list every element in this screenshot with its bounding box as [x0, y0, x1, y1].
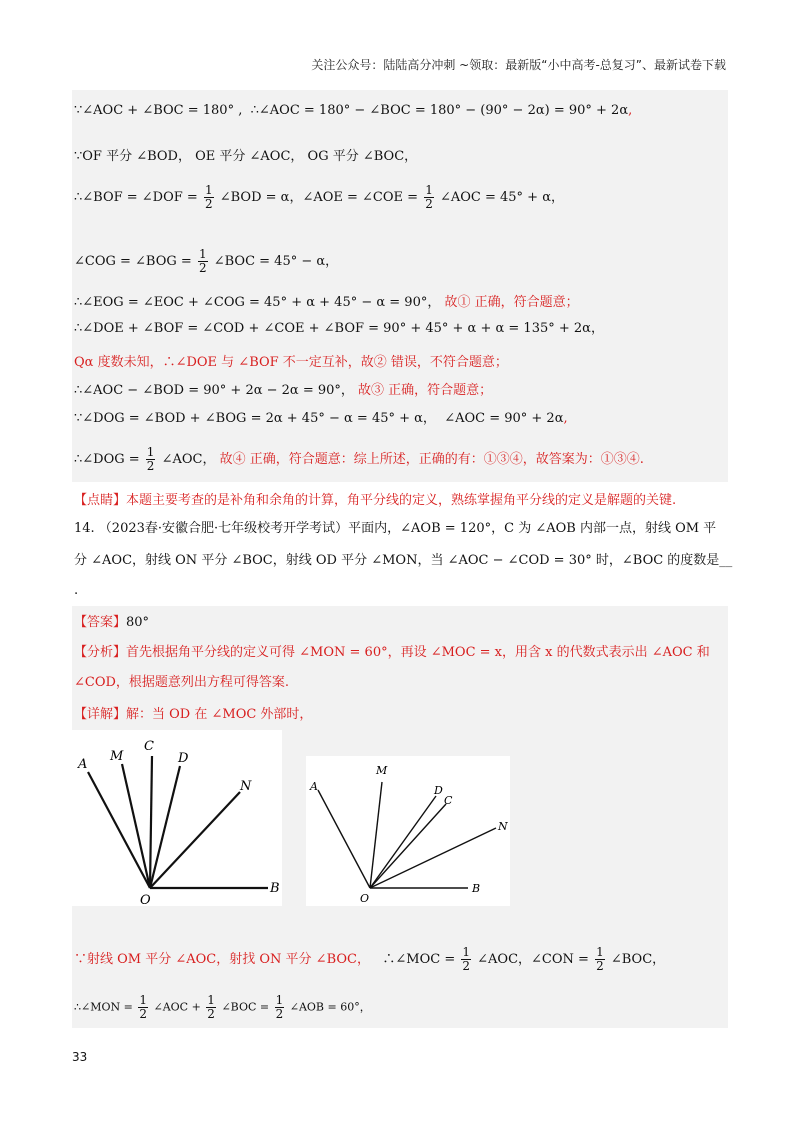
label-D: D	[434, 784, 443, 797]
detail-line: 【详解】解：当 OD 在 ∠MOC 外部时，	[74, 707, 313, 722]
eq-line-4: ∠COG = ∠BOG = $\frac{1}{2}$ ∠BOC = 45° − α，	[74, 247, 339, 275]
eq-line-7: Qα 度数未知，∴∠DOE 与 ∠BOF 不一定互补，故② 错误，不符合题意；	[74, 355, 508, 370]
label-M: M	[110, 749, 124, 764]
label-D: D	[178, 751, 189, 766]
label-O: O	[140, 893, 151, 906]
fraction-half: $\frac{1}{2}$	[204, 183, 213, 211]
label-O: O	[360, 892, 370, 905]
analysis-line-2: ∠COD，根据题意列出方程可得答案.	[74, 675, 290, 690]
fraction-half: $\frac{1}{2}$	[207, 993, 215, 1021]
dianjing-line: 【点睛】本题主要考查的是补角和余角的计算，角平分线的定义，熟练掌握角平分线的定义是解题的关键.	[74, 493, 677, 508]
fraction-half: $\frac{1}{2}$	[198, 247, 207, 275]
fraction-half: $\frac{1}{2}$	[139, 993, 147, 1021]
label-C: C	[144, 739, 154, 754]
answer-line: 【答案】80°	[74, 615, 150, 630]
label-M: M	[376, 764, 388, 777]
eq-line-11: ∵射线 OM 平分 ∠AOC，射找 ON 平分 ∠BOC， ∴∠MOC = $\frac{1}{2}$ ∠AOC，∠CON = $\frac{1}{2}$ ∠BOC，	[74, 945, 666, 973]
label-B: B	[472, 882, 481, 895]
label-N: N	[498, 820, 508, 833]
fraction-half: $\frac{1}{2}$	[275, 993, 284, 1021]
eq-line-1: ∵∠AOC + ∠BOC = 180° , ∴∠AOC = 180° − ∠BOC = 180° − (90° − 2α) = 90° + 2α,	[74, 103, 633, 118]
page-number: 33	[72, 1050, 88, 1064]
figure-1	[72, 730, 282, 906]
fraction-half: $\frac{1}{2}$	[596, 945, 604, 973]
fraction-half: $\frac{1}{2}$	[462, 945, 471, 973]
label-A: A	[310, 780, 318, 793]
question-14-line-1: 14. （2023春·安徽合肥·七年级校考开学考试）平面内，∠AOB = 120°，C 为 ∠AOB 内部一点，射线 OM 平	[74, 521, 717, 536]
label-N: N	[240, 779, 252, 794]
figure-2	[306, 756, 510, 906]
analysis-line-1: 【分析】首先根据角平分线的定义可得 ∠MON = 60°，再设 ∠MOC = x，用含 x 的代数式表示出 ∠AOC 和	[74, 645, 710, 660]
fraction-half: $\frac{1}{2}$	[425, 183, 433, 211]
eq-line-9: ∵∠DOG = ∠BOD + ∠BOG = 2α + 45° − α = 45° + α， ∠AOC = 90° + 2α,	[74, 411, 568, 426]
eq-line-12: ∴∠MON = $\frac{1}{2}$ ∠AOC + $\frac{1}{2}$ ∠BOC = $\frac{1}{2}$ ∠AOB = 60°，	[74, 993, 371, 1021]
label-C: C	[444, 794, 453, 807]
question-14-line-2: 分 ∠AOC，射线 ON 平分 ∠BOC，射线 OD 平分 ∠MON，当 ∠AOC − ∠COD = 30° 时，∠BOC 的度数是__	[74, 553, 733, 568]
fraction-half: $\frac{1}{2}$	[146, 445, 155, 473]
page-header: 关注公众号：陆陆高分冲刺 ~领取：最新版“小中高考-总复习”、最新试卷下载	[311, 58, 726, 72]
eq-line-10: ∴∠DOG = $\frac{1}{2}$ ∠AOC， 故④ 正确，符合题意：综上所述，正确的有：①③④，故答案为：①③④.	[74, 445, 644, 473]
eq-line-5: ∴∠EOG = ∠EOC + ∠COG = 45° + α + 45° − α = 90°， 故① 正确，符合题意；	[74, 295, 579, 310]
label-A: A	[78, 757, 88, 772]
eq-line-8: ∴∠AOC − ∠BOD = 90° + 2α − 2α = 90°， 故③ 正确，符合题意；	[74, 383, 493, 398]
label-B: B	[270, 881, 280, 896]
eq-line-2: ∵OF 平分 ∠BOD， OE 平分 ∠AOC， OG 平分 ∠BOC，	[74, 149, 418, 164]
question-14-line-3: .	[74, 583, 79, 598]
eq-line-6: ∴∠DOE + ∠BOF = ∠COD + ∠COE + ∠BOF = 90° + 45° + α + α = 135° + 2α，	[74, 321, 604, 336]
eq-line-3: ∴∠BOF = ∠DOF = $\frac{1}{2}$ ∠BOD = α，∠AOE = ∠COE = $\frac{1}{2}$ ∠AOC = 45° + α，	[74, 183, 564, 211]
